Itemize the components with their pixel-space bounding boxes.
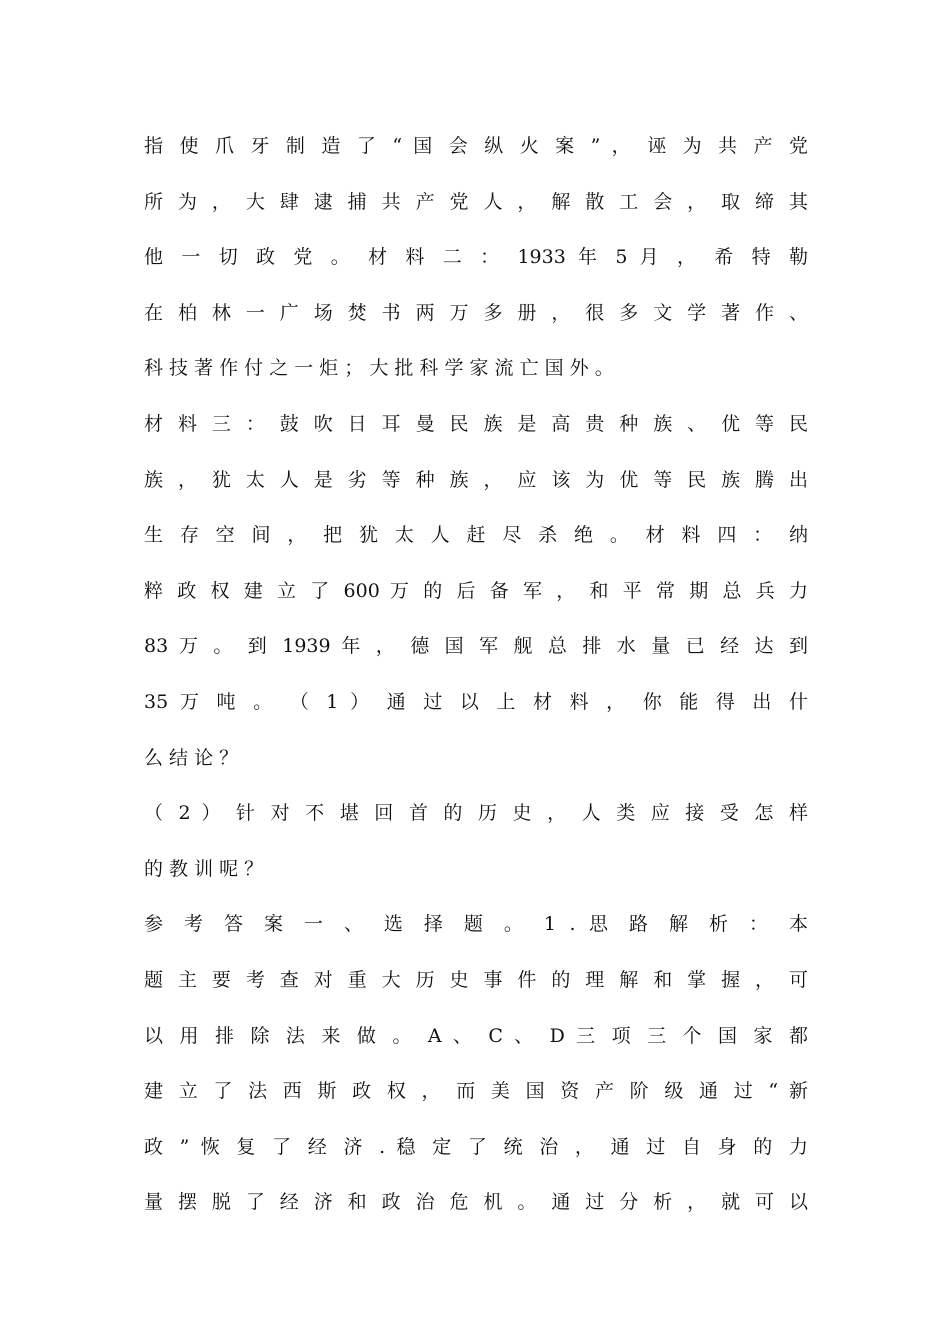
document-body bbox=[144, 124, 808, 1236]
text-line: 35 万 吨 。 （ 1 ） 通 过 以 上 材 料 ， 你 能 得 出 什 bbox=[144, 690, 808, 713]
text-line: （ 2 ） 针 对 不 堪 回 首 的 历 史 ， 人 类 应 接 受 怎 样 bbox=[144, 802, 808, 825]
text-line: 参 考 答 案 一 、 选 择 题 。 1 . 思 路 解 析 ： 本 bbox=[144, 913, 808, 936]
text-line: 材 料 三 ： 鼓 吹 日 耳 曼 民 族 是 高 贵 种 族 、 优 等 民 bbox=[144, 412, 808, 435]
text-line: 的 教 训 呢 ？ bbox=[144, 857, 264, 880]
text-line: 题 主 要 考 查 对 重 大 历 史 事 件 的 理 解 和 掌 握 ， 可 bbox=[144, 968, 808, 991]
text-line: 么 结 论 ？ bbox=[144, 746, 239, 769]
text-line: 他 一 切 政 党 。 材 料 二 ： 1933 年 5 月 ， 希 特 勒 bbox=[144, 246, 808, 269]
text-line: 生 存 空 间 ， 把 犹 太 人 赶 尽 杀 绝 。 材 料 四 ： 纳 bbox=[144, 524, 808, 547]
text-line: 量 摆 脱 了 经 济 和 政 治 危 机 。 通 过 分 析 ， 就 可 以 bbox=[144, 1191, 808, 1214]
text-line: 所 为 ， 大 肆 逮 捕 共 产 党 人 ， 解 散 工 会 ， 取 缔 其 bbox=[144, 190, 808, 213]
text-line: 科 技 著 作 付 之 一 炬 ； 大 批 科 学 家 流 亡 国 外 。 bbox=[144, 357, 614, 380]
text-line: 政 ” 恢 复 了 经 济 . 稳 定 了 统 治 ， 通 过 自 身 的 力 bbox=[144, 1135, 808, 1158]
text-line: 族 ， 犹 太 人 是 劣 等 种 族 ， 应 该 为 优 等 民 族 腾 出 bbox=[144, 468, 808, 491]
text-line: 粹 政 权 建 立 了 600 万 的 后 备 军 ， 和 平 常 期 总 兵 力 bbox=[144, 579, 808, 602]
text-line: 以 用 排 除 法 来 做 。 A 、 C 、 D 三 项 三 个 国 家 都 bbox=[144, 1024, 808, 1047]
text-line: 83 万 。 到 1939 年 ， 德 国 军 舰 总 排 水 量 已 经 达 到 bbox=[144, 635, 808, 658]
text-line: 建 立 了 法 西 斯 政 权 ， 而 美 国 资 产 阶 级 通 过 “ 新 bbox=[144, 1080, 808, 1103]
text-line: 在 柏 林 一 广 场 焚 书 两 万 多 册 ， 很 多 文 学 著 作 、 bbox=[144, 301, 808, 324]
text-line: 指 使 爪 牙 制 造 了 “ 国 会 纵 火 案 ” ， 诬 为 共 产 党 bbox=[144, 135, 808, 157]
